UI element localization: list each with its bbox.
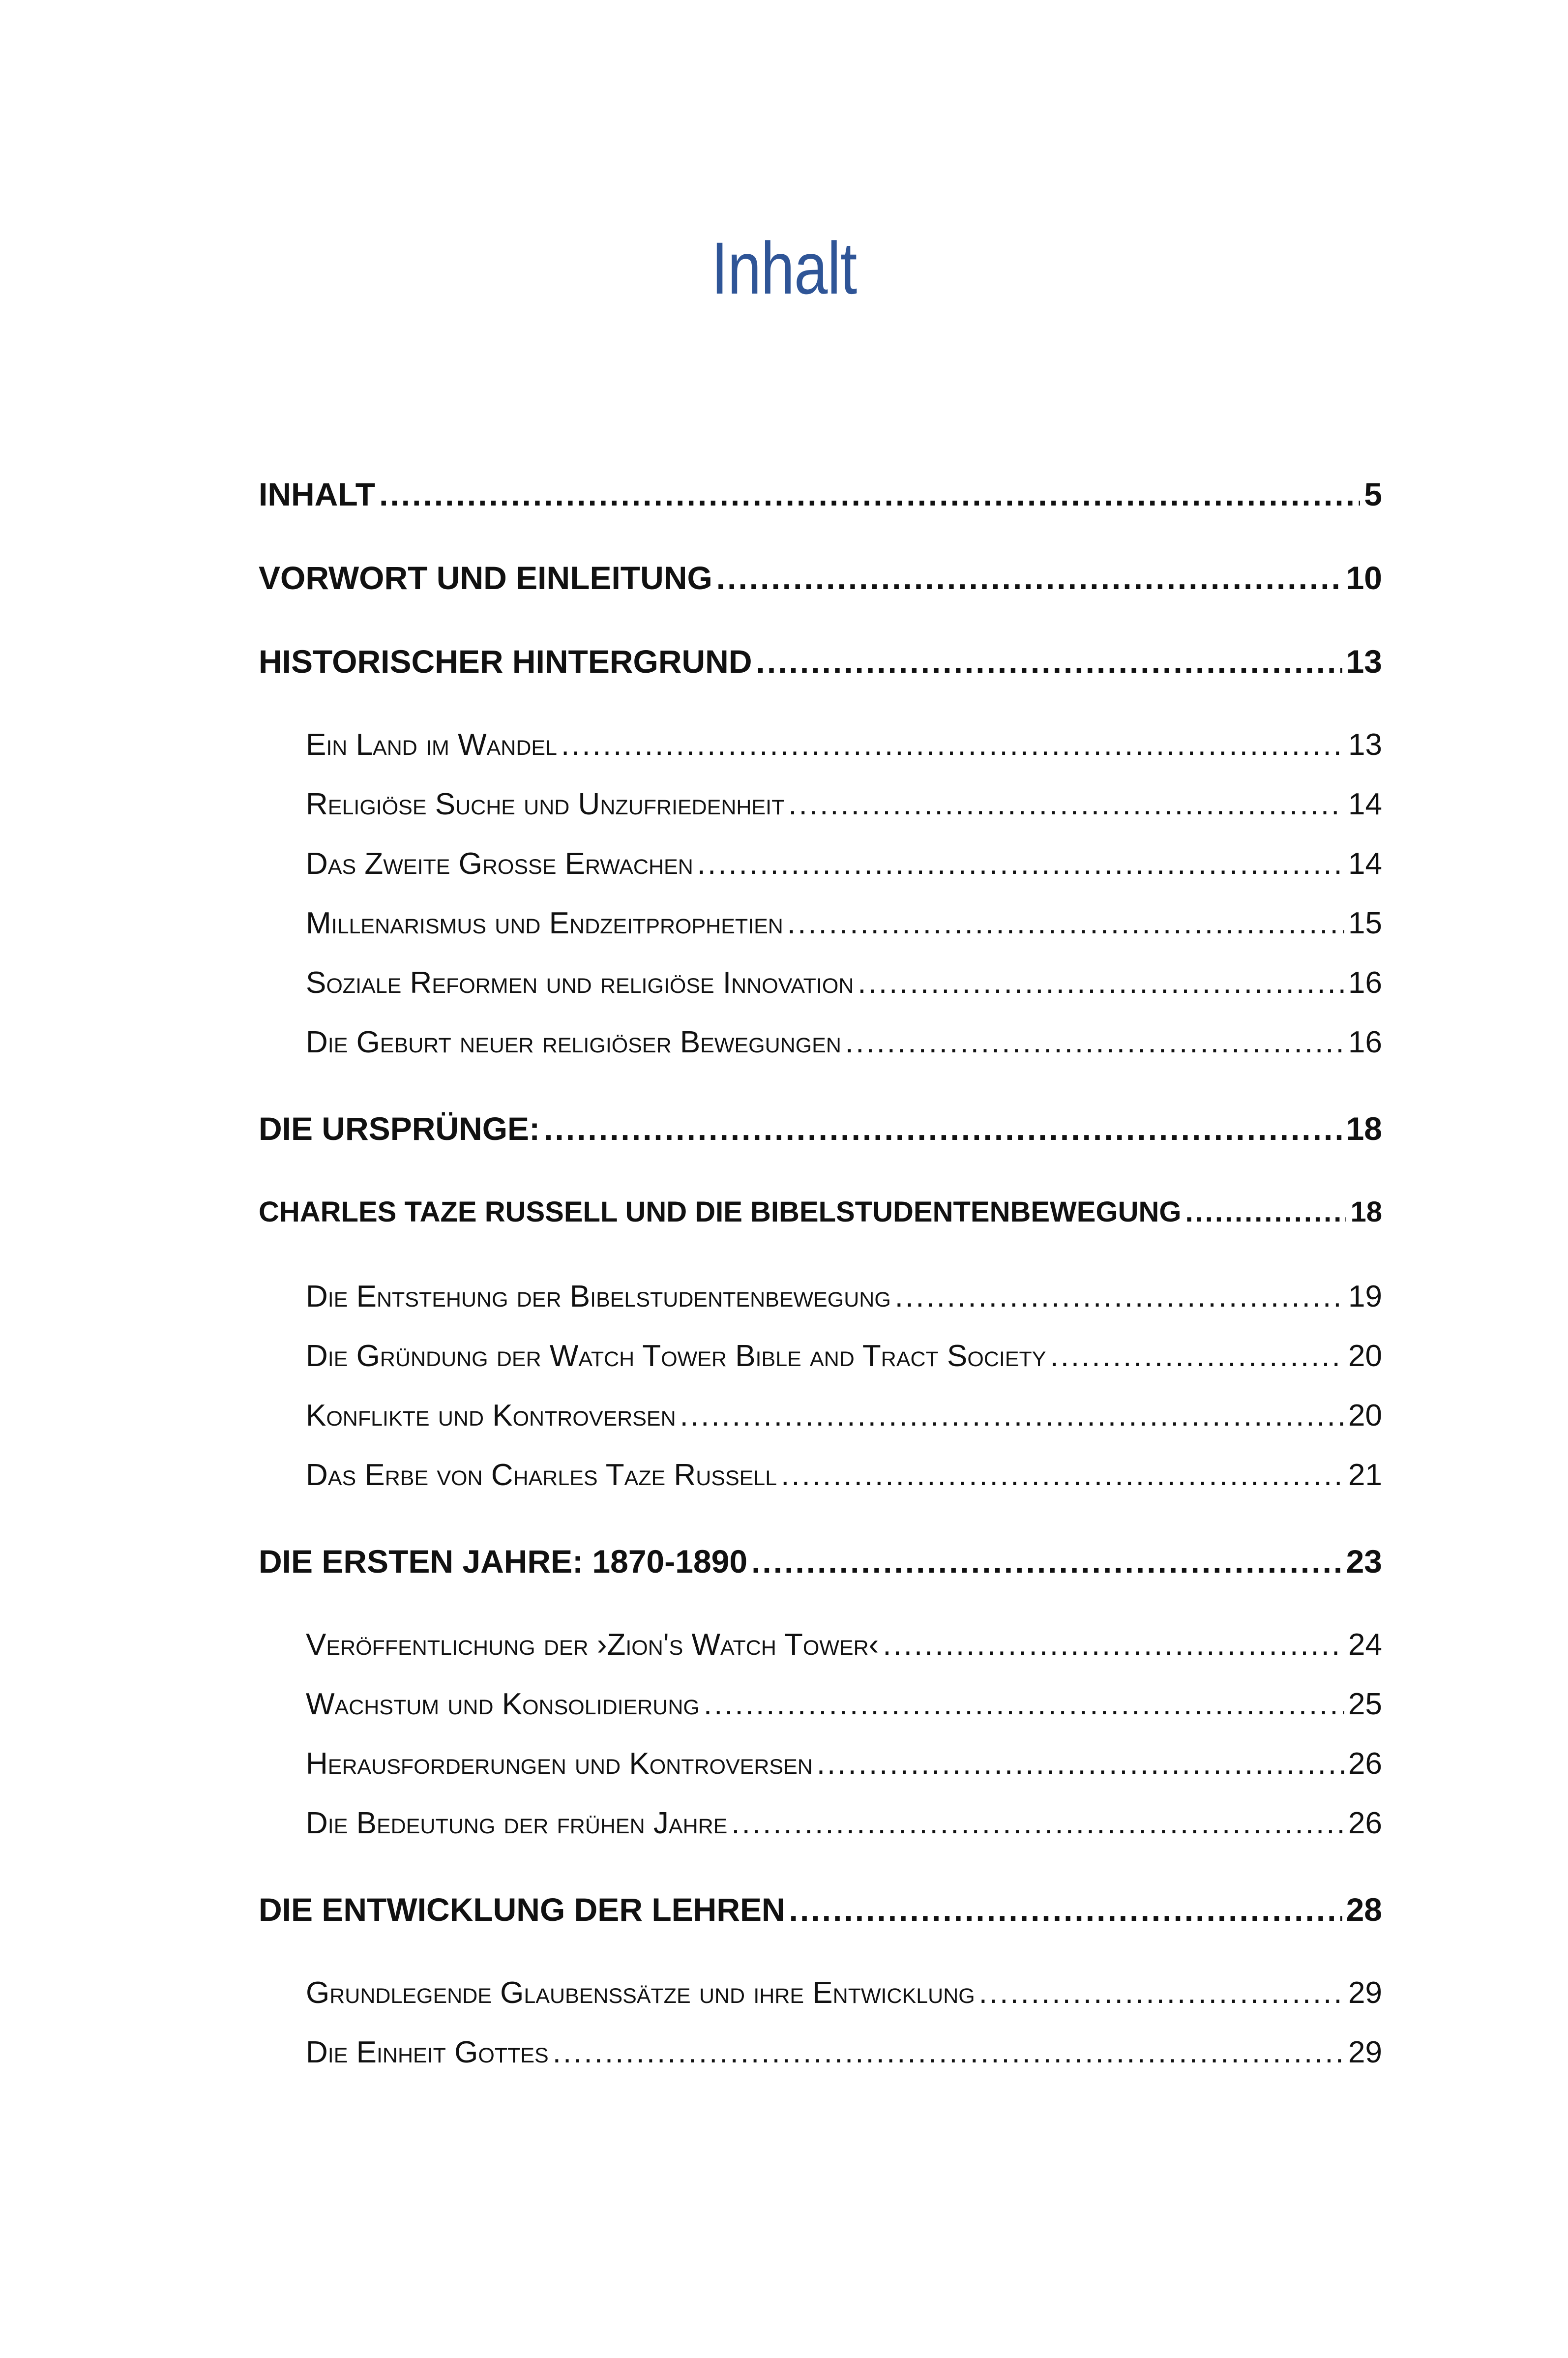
toc-page-number: 19: [1348, 1280, 1382, 1313]
toc-page-number: 18: [1346, 1110, 1382, 1147]
toc-entry-title: Die Einheit Gottes: [306, 2035, 549, 2069]
toc-subentry[interactable]: [306, 1802, 1382, 1845]
toc-subentry[interactable]: [306, 2031, 1382, 2074]
toc-dot-leader: [553, 2031, 1344, 2074]
toc-subentry[interactable]: [306, 1683, 1382, 1726]
toc-dot-leader: [751, 1539, 1342, 1583]
toc-entry-title: Das Zweite Große Erwachen: [306, 847, 693, 881]
toc-entry-title: Wachstum und Konsolidierung: [306, 1687, 700, 1721]
toc-dot-leader: [379, 472, 1360, 516]
toc-page-number: 26: [1348, 1747, 1382, 1781]
toc-entry-title: DIE ENTWICKLUNG DER LEHREN: [259, 1891, 785, 1928]
toc-dot-leader: [787, 902, 1344, 945]
toc-dot-leader: [697, 843, 1344, 885]
toc-entry-title: Religiöse Suche und Unzufriedenheit: [306, 787, 785, 821]
toc-dot-leader: [561, 724, 1344, 766]
toc-dot-leader: [716, 556, 1342, 600]
toc-entry-die-entwicklung-der-lehren[interactable]: [259, 1887, 1382, 1932]
toc-entry-title: INHALT: [259, 476, 376, 512]
toc-dot-leader: [1185, 1190, 1346, 1234]
toc-entry-title: Herausforderungen und Kontroversen: [306, 1747, 813, 1781]
toc-entry-die-urspruenge[interactable]: [259, 1106, 1382, 1151]
toc-entry-title: Ein Land im Wandel: [306, 728, 557, 762]
toc-entry-title: VORWORT UND EINLEITUNG: [259, 560, 712, 596]
toc-page-number: 28: [1346, 1891, 1382, 1928]
toc-entry-title: Die Bedeutung der frühen Jahre: [306, 1806, 728, 1840]
toc-dot-leader: [756, 639, 1342, 684]
toc-entry-title: Soziale Reformen und religiöse Innovation: [306, 966, 854, 1000]
toc-page-number: 25: [1348, 1687, 1382, 1721]
toc-page-number: 26: [1348, 1806, 1382, 1840]
toc-subentry[interactable]: [306, 1335, 1382, 1377]
toc-page-number: 29: [1348, 2035, 1382, 2069]
toc-entry-title: Konflikte und Kontroversen: [306, 1399, 676, 1433]
toc-entry-title: Die Gründung der Watch Tower Bible and Tract Society: [306, 1339, 1046, 1373]
toc-dot-leader: [731, 1802, 1344, 1845]
toc-dot-leader: [704, 1683, 1344, 1726]
toc-subentry[interactable]: [306, 1021, 1382, 1064]
toc-subentry[interactable]: [306, 1276, 1382, 1318]
toc-subentry[interactable]: [306, 1972, 1382, 2014]
toc-page-number: 13: [1348, 728, 1382, 762]
toc-entry-title: Die Entstehung der Bibelstudentenbewegung: [306, 1280, 891, 1313]
toc-page-number: 18: [1350, 1196, 1382, 1228]
toc-page-number: 14: [1348, 787, 1382, 821]
toc-entry-charles-taze-russell[interactable]: [259, 1190, 1382, 1234]
toc-subentry[interactable]: [306, 1454, 1382, 1496]
toc-dot-leader: [895, 1276, 1344, 1318]
toc-dot-leader: [817, 1743, 1344, 1785]
toc-page-number: 13: [1346, 643, 1382, 680]
toc-entry-title: Die Geburt neuer religiöser Bewegungen: [306, 1025, 841, 1059]
toc-page-number: 16: [1348, 966, 1382, 1000]
toc-subentry[interactable]: [306, 783, 1382, 826]
toc-subentry[interactable]: [306, 1624, 1382, 1666]
toc-entry-title: HISTORISCHER HINTERGRUND: [259, 643, 752, 680]
toc-page-number: 20: [1348, 1339, 1382, 1373]
toc-page-number: 15: [1348, 906, 1382, 940]
toc-page-number: 23: [1346, 1543, 1382, 1580]
toc-dot-leader: [788, 783, 1344, 826]
toc-entry-title: Veröffentlichung der ›Zion's Watch Tower‹: [306, 1628, 879, 1662]
toc-entry-historischer-hintergrund[interactable]: [259, 639, 1382, 684]
toc-dot-leader: [845, 1021, 1344, 1064]
toc-subentry[interactable]: [306, 843, 1382, 885]
toc-page-number: 29: [1348, 1976, 1382, 2010]
toc-subentry[interactable]: [306, 724, 1382, 766]
toc-entry-title: DIE ERSTEN JAHRE: 1870-1890: [259, 1543, 748, 1580]
toc-entry-title: Das Erbe von Charles Taze Russell: [306, 1458, 777, 1492]
toc-subentry[interactable]: [306, 962, 1382, 1004]
toc-entry-inhalt[interactable]: [259, 472, 1382, 516]
toc-page-number: 10: [1346, 560, 1382, 596]
toc-entry-title: DIE URSPRÜNGE:: [259, 1110, 540, 1147]
toc-page-number: 16: [1348, 1025, 1382, 1059]
toc-entry-title: CHARLES TAZE RUSSELL UND DIE BIBELSTUDENTENBEWEGUNG: [259, 1196, 1182, 1228]
toc-dot-leader: [544, 1106, 1342, 1151]
toc-subentry[interactable]: [306, 902, 1382, 945]
toc-page-number: 24: [1348, 1628, 1382, 1662]
toc-dot-leader: [680, 1395, 1344, 1437]
toc-entry-title: Grundlegende Glaubenssätze und ihre Entwicklung: [306, 1976, 975, 2010]
toc-entry-die-ersten-jahre[interactable]: [259, 1539, 1382, 1583]
toc-page-number: 20: [1348, 1399, 1382, 1433]
toc-dot-leader: [858, 962, 1344, 1004]
toc-subentry[interactable]: [306, 1743, 1382, 1785]
toc-page-number: 21: [1348, 1458, 1382, 1492]
toc-entry-title: Millenarismus und Endzeitprophetien: [306, 906, 783, 940]
toc-dot-leader: [789, 1887, 1342, 1932]
toc-page-number: 14: [1348, 847, 1382, 881]
toc-dot-leader: [883, 1624, 1344, 1666]
toc-subentry[interactable]: [306, 1395, 1382, 1437]
page-title: Inhalt: [711, 227, 857, 309]
toc-entry-vorwort[interactable]: [259, 556, 1382, 600]
toc-page-number: 5: [1364, 476, 1382, 512]
toc-dot-leader: [979, 1972, 1344, 2014]
toc-dot-leader: [781, 1454, 1344, 1496]
toc-dot-leader: [1050, 1335, 1344, 1377]
